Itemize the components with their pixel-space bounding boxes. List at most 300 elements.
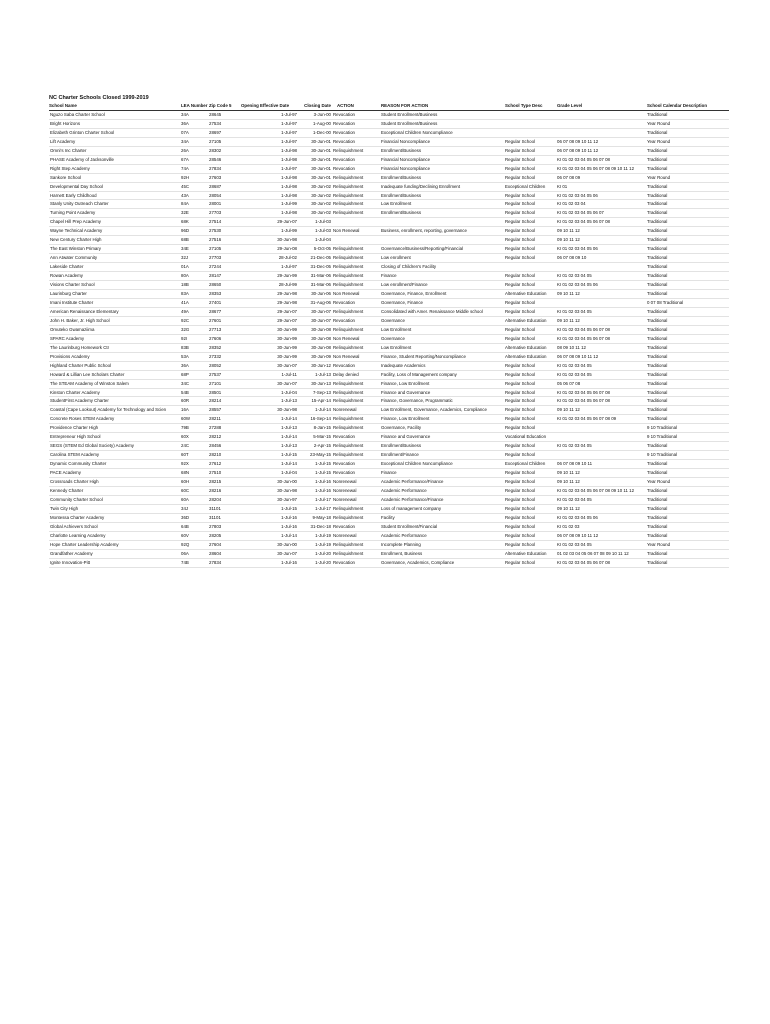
action-cell: Revocation <box>331 128 381 137</box>
calendar-cell: Traditional <box>647 334 729 343</box>
school-type-cell: Regular School <box>505 540 557 549</box>
grade-level-cell: KI 01 02 03 04 05 06 07 08 <box>557 397 647 406</box>
opening-date-cell: 1-Jul-15 <box>241 451 297 460</box>
calendar-cell: Traditional <box>647 379 729 388</box>
lea-number-cell: 36D <box>181 513 209 522</box>
lea-number-cell: 80A <box>181 272 209 281</box>
opening-date-cell: 1-Jul-97 <box>241 263 297 272</box>
action-cell: Relinquishment <box>331 191 381 200</box>
table-row <box>49 343 729 352</box>
grade-level-cell: KI 01 02 03 04 05 <box>557 272 647 281</box>
opening-date-cell: 1-Jul-98 <box>241 209 297 218</box>
opening-date-cell: 1-Jul-98 <box>241 182 297 191</box>
grade-level-cell: 09 10 11 12 <box>557 406 647 415</box>
action-cell: Relinquishment <box>331 379 381 388</box>
school-type-cell: Alternative Education <box>505 316 557 325</box>
reason-cell: Financial Noncompliance <box>381 164 505 173</box>
school-name-cell: Dynamic Community Charter <box>49 460 181 469</box>
grade-level-cell: 09 10 11 12 <box>557 227 647 236</box>
school-name-cell: Elizabeth Grinton Charter School <box>49 128 181 137</box>
school-type-cell: Regular School <box>505 155 557 164</box>
lea-number-cell: 74B <box>181 558 209 567</box>
reason-cell: Finance, Low Enrollment <box>381 415 505 424</box>
calendar-cell: Traditional <box>647 325 729 334</box>
col-header: Zip Code 5 <box>209 102 241 110</box>
school-type-cell: Regular School <box>505 406 557 415</box>
table-row <box>49 558 729 567</box>
reason-cell: Student Enrollment/Business <box>381 110 505 119</box>
action-cell: Revocation <box>331 137 381 146</box>
zip-code-cell: 27288 <box>209 424 241 433</box>
zip-code-cell: 27537 <box>209 370 241 379</box>
grade-level-cell <box>557 424 647 433</box>
table-row <box>49 307 729 316</box>
opening-date-cell: 29-Jun-98 <box>241 298 297 307</box>
lea-number-cell: 68N <box>181 469 209 478</box>
zip-code-cell: 27612 <box>209 460 241 469</box>
zip-code-cell: 27703 <box>209 209 241 218</box>
closing-date-cell: 1-Jul-17 <box>297 495 331 504</box>
closing-date-cell: 3-Jun-00 <box>297 110 331 119</box>
action-cell: Relinquishment <box>331 209 381 218</box>
calendar-cell: Traditional <box>647 155 729 164</box>
grade-level-cell: 08 09 10 11 12 <box>557 343 647 352</box>
lea-number-cell: 41A <box>181 298 209 307</box>
school-name-cell: Wayne Technical Academy <box>49 227 181 236</box>
closing-date-cell: 1-Jul-19 <box>297 540 331 549</box>
calendar-cell: Traditional <box>647 218 729 227</box>
grade-level-cell: 09 10 11 12 <box>557 478 647 487</box>
reason-cell: Academic Performance <box>381 486 505 495</box>
school-type-cell: Regular School <box>505 451 557 460</box>
table-row <box>49 110 729 119</box>
closing-date-cell: 1-Jul-04 <box>297 236 331 245</box>
zip-code-cell: 27834 <box>209 558 241 567</box>
action-cell: Nonrenewal <box>331 531 381 540</box>
calendar-cell: Traditional <box>647 110 729 119</box>
reason-cell: Student Enrollment/Business <box>381 119 505 128</box>
reason-cell: Finance and Governance <box>381 388 505 397</box>
reason-cell: Governance, Finance, Enrollment <box>381 290 505 299</box>
action-cell: Revocation <box>331 460 381 469</box>
lea-number-cell: 16A <box>181 406 209 415</box>
calendar-cell: Year Round <box>647 540 729 549</box>
school-name-cell: Carolina STEM Academy <box>49 451 181 460</box>
lea-number-cell: 26A <box>181 146 209 155</box>
table-row <box>49 522 729 531</box>
action-cell: Revocation <box>331 110 381 119</box>
calendar-cell: Traditional <box>647 442 729 451</box>
table-row <box>49 424 729 433</box>
calendar-cell: Traditional <box>647 245 729 254</box>
opening-date-cell: 30-Jun-98 <box>241 486 297 495</box>
reason-cell: Finance and Governance <box>381 433 505 442</box>
school-type-cell: Alternative Education <box>505 343 557 352</box>
lea-number-cell: 60A <box>181 495 209 504</box>
school-name-cell: Providence Charter High <box>49 424 181 433</box>
closing-date-cell: 1-Jul-03 <box>297 218 331 227</box>
opening-date-cell: 30-Jun-99 <box>241 325 297 334</box>
lea-number-cell: 32G <box>181 325 209 334</box>
closing-date-cell: 31-Mar-06 <box>297 272 331 281</box>
opening-date-cell: 1-Jul-04 <box>241 469 297 478</box>
lea-number-cell: 60X <box>181 433 209 442</box>
school-type-cell: Alternative Education <box>505 549 557 558</box>
school-name-cell: Turning Point Academy <box>49 209 181 218</box>
zip-code-cell: 28302 <box>209 146 241 155</box>
grade-level-cell <box>557 110 647 119</box>
action-cell: Relinquishment <box>331 272 381 281</box>
lea-number-cell: 60R <box>181 397 209 406</box>
zip-code-cell: 28677 <box>209 307 241 316</box>
opening-date-cell: 1-Jul-99 <box>241 227 297 236</box>
reason-cell: Facility, Loss of Management company <box>381 370 505 379</box>
col-header: School Calendar Description <box>647 102 729 110</box>
school-type-cell: Regular School <box>505 200 557 209</box>
grade-level-cell: KI 01 02 03 04 05 <box>557 370 647 379</box>
action-cell: Relinquishment <box>331 388 381 397</box>
action-cell: Revocation <box>331 433 381 442</box>
table-row <box>49 254 729 263</box>
col-header: Grade Level <box>557 102 647 110</box>
calendar-cell: Traditional <box>647 128 729 137</box>
action-cell: Relinquishment <box>331 424 381 433</box>
table-row <box>49 200 729 209</box>
school-name-cell: Ann Atwater Community <box>49 254 181 263</box>
table-row <box>49 227 729 236</box>
table-row <box>49 370 729 379</box>
zip-code-cell: 28054 <box>209 191 241 200</box>
school-name-cell: Charlotte Learning Academy <box>49 531 181 540</box>
table-row <box>49 352 729 361</box>
school-type-cell: Regular School <box>505 334 557 343</box>
lea-number-cell: 60W <box>181 415 209 424</box>
closing-date-cell: 30-Jun-02 <box>297 191 331 200</box>
lea-number-cell: 60H <box>181 478 209 487</box>
school-type-cell: Regular School <box>505 495 557 504</box>
grade-level-cell: 06 07 08 09 10 11 <box>557 460 647 469</box>
reason-cell: Low enrollment/Finance <box>381 281 505 290</box>
closing-date-cell: 31-Mar-06 <box>297 281 331 290</box>
lea-number-cell: 07A <box>181 128 209 137</box>
school-name-cell: Developmental Day School <box>49 182 181 191</box>
calendar-cell: Traditional <box>647 191 729 200</box>
opening-date-cell: 1-Jul-97 <box>241 119 297 128</box>
school-name-cell: SEGS (STEM Ed Global Society) Academy <box>49 442 181 451</box>
school-name-cell: Visions Charter School <box>49 281 181 290</box>
school-name-cell: Highland Charter Public School <box>49 361 181 370</box>
grade-level-cell: KI 01 02 03 04 05 06 07 08 <box>557 388 647 397</box>
school-type-cell: Regular School <box>505 191 557 200</box>
action-cell: Revocation <box>331 316 381 325</box>
table-row <box>49 433 729 442</box>
calendar-cell: Traditional <box>647 558 729 567</box>
lea-number-cell: 34J <box>181 504 209 513</box>
school-type-cell: Regular School <box>505 272 557 281</box>
lea-number-cell: 49A <box>181 307 209 316</box>
action-cell: Relinquishment <box>331 397 381 406</box>
lea-number-cell: 92X <box>181 460 209 469</box>
sheet-title: NC Charter Schools Closed 1999-2019 <box>49 95 149 101</box>
closing-date-cell: 1-Aug-00 <box>297 119 331 128</box>
closing-date-cell: 31-Aug-06 <box>297 298 331 307</box>
reason-cell: Governance, Academics, Compliance <box>381 558 505 567</box>
calendar-cell: Traditional <box>647 522 729 531</box>
lea-number-cell: 34E <box>181 245 209 254</box>
calendar-cell: Traditional <box>647 272 729 281</box>
table-row <box>49 460 729 469</box>
opening-date-cell: 30-Jun-00 <box>241 478 297 487</box>
opening-date-cell: 30-Jun-07 <box>241 379 297 388</box>
grade-level-cell: 09 10 11 12 <box>557 469 647 478</box>
school-name-cell: Coastal (Cape Lookout) Academy for Technology and Scien <box>49 406 181 415</box>
reason-cell: Enrollment/Business <box>381 173 505 182</box>
school-type-cell: Regular School <box>505 164 557 173</box>
zip-code-cell: 28645 <box>209 110 241 119</box>
calendar-cell: Traditional <box>647 370 729 379</box>
school-name-cell: Lift Academy <box>49 137 181 146</box>
school-name-cell: Ignite Innovation-Pitt <box>49 558 181 567</box>
closing-date-cell: 1-Jul-13 <box>297 370 331 379</box>
reason-cell: Low Enrollment <box>381 200 505 209</box>
table-row <box>49 549 729 558</box>
school-type-cell: Regular School <box>505 236 557 245</box>
school-type-cell: Regular School <box>505 245 557 254</box>
calendar-cell: Traditional <box>647 460 729 469</box>
school-name-cell: Nguzo Saba Charter School <box>49 110 181 119</box>
school-name-cell: Bright Horizons <box>49 119 181 128</box>
lea-number-cell: 83B <box>181 343 209 352</box>
zip-code-cell: 28214 <box>209 397 241 406</box>
reason-cell: Governance, Facility <box>381 424 505 433</box>
zip-code-cell: 27514 <box>209 218 241 227</box>
school-name-cell: PACE Academy <box>49 469 181 478</box>
lea-number-cell: 34A <box>181 110 209 119</box>
school-name-cell: Montessa Charter Academy <box>49 513 181 522</box>
action-cell: Relinquishment <box>331 549 381 558</box>
closing-date-cell: 30-Jun-02 <box>297 182 331 191</box>
school-type-cell: Regular School <box>505 415 557 424</box>
lea-number-cell: 92I <box>181 334 209 343</box>
opening-date-cell: 1-Jul-98 <box>241 191 297 200</box>
table-row <box>49 486 729 495</box>
school-name-cell: StudentFirst Academy Charter <box>49 397 181 406</box>
table-row <box>49 451 729 460</box>
opening-date-cell: 1-Jul-97 <box>241 137 297 146</box>
grade-level-cell: KI 01 02 03 04 05 06 <box>557 513 647 522</box>
grade-level-cell: KI 01 02 03 04 05 06 <box>557 281 647 290</box>
grade-level-cell <box>557 128 647 137</box>
zip-code-cell: 27101 <box>209 379 241 388</box>
col-header: Opening Effective Date <box>241 102 297 110</box>
calendar-cell: Traditional <box>647 531 729 540</box>
calendar-cell: Traditional <box>647 397 729 406</box>
opening-date-cell: 1-Jul-15 <box>241 504 297 513</box>
lea-number-cell: 34C <box>181 379 209 388</box>
lea-number-cell: 67A <box>181 155 209 164</box>
zip-code-cell: 28205 <box>209 531 241 540</box>
grade-level-cell: KI 01 02 03 04 <box>557 200 647 209</box>
grade-level-cell: 06 07 08 09 10 <box>557 254 647 263</box>
school-type-cell: Regular School <box>505 397 557 406</box>
action-cell: Relinquishment <box>331 415 381 424</box>
grade-level-cell: KI 01 02 03 04 05 06 07 08 <box>557 218 647 227</box>
calendar-cell: Traditional <box>647 307 729 316</box>
grade-level-cell: KI 01 02 03 04 05 06 07 08 <box>557 155 647 164</box>
grade-level-cell: KI 01 02 03 04 05 06 07 08 09 10 11 12 <box>557 164 647 173</box>
school-name-cell: Harnett Early Childhood <box>49 191 181 200</box>
grade-level-cell: 06 07 08 09 10 11 12 <box>557 531 647 540</box>
action-cell: Revocation <box>331 298 381 307</box>
zip-code-cell: 27703 <box>209 254 241 263</box>
zip-code-cell: 28501 <box>209 388 241 397</box>
zip-code-cell: 27105 <box>209 245 241 254</box>
zip-code-cell: 28052 <box>209 361 241 370</box>
school-name-cell: Community Charter School <box>49 495 181 504</box>
zip-code-cell: 27530 <box>209 227 241 236</box>
school-type-cell: Regular School <box>505 361 557 370</box>
opening-date-cell: 1-Jul-97 <box>241 128 297 137</box>
lea-number-cell: 18B <box>181 281 209 290</box>
school-type-cell: Vocational Education <box>505 433 557 442</box>
lea-number-cell: 84A <box>181 200 209 209</box>
opening-date-cell: 1-Jul-16 <box>241 513 297 522</box>
table-row <box>49 209 729 218</box>
opening-date-cell: 30-Jun-07 <box>241 549 297 558</box>
calendar-cell: Year Round <box>647 478 729 487</box>
reason-cell: Low Enrollment <box>381 343 505 352</box>
action-cell: Revocation <box>331 155 381 164</box>
table-row <box>49 182 729 191</box>
closing-date-cell: 1-Jul-15 <box>297 460 331 469</box>
reason-cell: Business, enrollment, reporting, governance <box>381 227 505 236</box>
table-row <box>49 281 729 290</box>
closing-date-cell: 1-Jul-03 <box>297 227 331 236</box>
lea-number-cell: 36A <box>181 119 209 128</box>
calendar-cell: 9 10 Traditional <box>647 424 729 433</box>
lea-number-cell: 60T <box>181 451 209 460</box>
school-type-cell: Regular School <box>505 325 557 334</box>
opening-date-cell: 29-Jun-08 <box>241 245 297 254</box>
spreadsheet <box>49 94 729 568</box>
calendar-cell: Traditional <box>647 513 729 522</box>
table-row <box>49 540 729 549</box>
reason-cell <box>381 218 505 227</box>
school-type-cell: Exceptional Children <box>505 182 557 191</box>
action-cell: Nonrenewal <box>331 478 381 487</box>
zip-code-cell: 28204 <box>209 495 241 504</box>
table-row <box>49 298 729 307</box>
lea-number-cell: 34A <box>181 137 209 146</box>
lea-number-cell: 64B <box>181 522 209 531</box>
closing-date-cell: 1-Jul-16 <box>297 478 331 487</box>
table-row <box>49 137 729 146</box>
opening-date-cell: 1-Jul-98 <box>241 146 297 155</box>
school-name-cell: Hope Charter Leadership Academy <box>49 540 181 549</box>
lea-number-cell: 68B <box>181 236 209 245</box>
closing-date-cell: 30-Jun-02 <box>297 209 331 218</box>
zip-code-cell: 27244 <box>209 263 241 272</box>
reason-cell: Low Enrollment, Governance, Academics, Compliance <box>381 406 505 415</box>
school-type-cell: Regular School <box>505 370 557 379</box>
opening-date-cell: 29-Jun-07 <box>241 218 297 227</box>
lea-number-cell: 53A <box>181 352 209 361</box>
school-name-cell: Right Step Academy <box>49 164 181 173</box>
closing-date-cell: 31-Dec-05 <box>297 263 331 272</box>
grade-level-cell: KI 01 02 03 04 05 06 07 <box>557 209 647 218</box>
zip-code-cell: 28211 <box>209 415 241 424</box>
table-row <box>49 469 729 478</box>
lea-number-cell: 92C <box>181 316 209 325</box>
table-row <box>49 504 729 513</box>
opening-date-cell: 1-Jul-14 <box>241 415 297 424</box>
action-cell: Relinquishment <box>331 325 381 334</box>
grade-level-cell: 06 07 08 09 10 11 12 <box>557 352 647 361</box>
action-cell: Revocation <box>331 558 381 567</box>
reason-cell: Inadequate Academics <box>381 361 505 370</box>
school-name-cell: The East Winston Primary <box>49 245 181 254</box>
action-cell: Nonrenewal <box>331 406 381 415</box>
closing-date-cell: 1-Jul-19 <box>297 531 331 540</box>
lea-number-cell: 83A <box>181 290 209 299</box>
action-cell: Revocation <box>331 119 381 128</box>
calendar-cell: Traditional <box>647 290 729 299</box>
zip-code-cell: 28215 <box>209 478 241 487</box>
zip-code-cell: 27510 <box>209 469 241 478</box>
action-cell: Delay denied <box>331 370 381 379</box>
action-cell: Revocation <box>331 469 381 478</box>
zip-code-cell: 27713 <box>209 325 241 334</box>
grade-level-cell: KI 01 02 03 <box>557 522 647 531</box>
closing-date-cell: 30-Jun-12 <box>297 361 331 370</box>
school-type-cell <box>505 110 557 119</box>
opening-date-cell: 1-Jul-13 <box>241 442 297 451</box>
school-name-cell: Entrepreneur High School <box>49 433 181 442</box>
grade-level-cell: KI 01 02 03 04 05 06 07 08 <box>557 558 647 567</box>
calendar-cell: Traditional <box>647 316 729 325</box>
table-row <box>49 128 729 137</box>
calendar-cell: Traditional <box>647 406 729 415</box>
action-cell: Relinquishment <box>331 540 381 549</box>
school-type-cell: Regular School <box>505 486 557 495</box>
table-row <box>49 495 729 504</box>
reason-cell: Inadequate funding/Declining Enrollment <box>381 182 505 191</box>
opening-date-cell: 29-Jun-07 <box>241 316 297 325</box>
opening-date-cell: 28-Jul-99 <box>241 281 297 290</box>
grade-level-cell: KI 01 02 03 04 05 06 <box>557 191 647 200</box>
zip-code-cell: 27606 <box>209 334 241 343</box>
school-type-cell: Regular School <box>505 388 557 397</box>
table-row <box>49 513 729 522</box>
table-row <box>49 263 729 272</box>
grade-level-cell: KI 01 02 03 04 05 <box>557 361 647 370</box>
zip-code-cell: 28687 <box>209 182 241 191</box>
school-type-cell: Regular School <box>505 442 557 451</box>
table-row <box>49 334 729 343</box>
action-cell: Relinquishment <box>331 173 381 182</box>
school-name-cell: Stanly Unity Outreach Charter <box>49 200 181 209</box>
zip-code-cell: 28001 <box>209 200 241 209</box>
opening-date-cell: 1-Jul-13 <box>241 424 297 433</box>
grade-level-cell: 09 10 11 12 <box>557 316 647 325</box>
zip-code-cell: 27834 <box>209 164 241 173</box>
action-cell: Relinquishment <box>331 200 381 209</box>
opening-date-cell: 1-Jul-98 <box>241 155 297 164</box>
lea-number-cell: 74A <box>181 164 209 173</box>
lea-number-cell: 36A <box>181 361 209 370</box>
opening-date-cell: 29-Jun-07 <box>241 307 297 316</box>
school-name-cell: Howard & Lillian Lee Scholars Charter <box>49 370 181 379</box>
